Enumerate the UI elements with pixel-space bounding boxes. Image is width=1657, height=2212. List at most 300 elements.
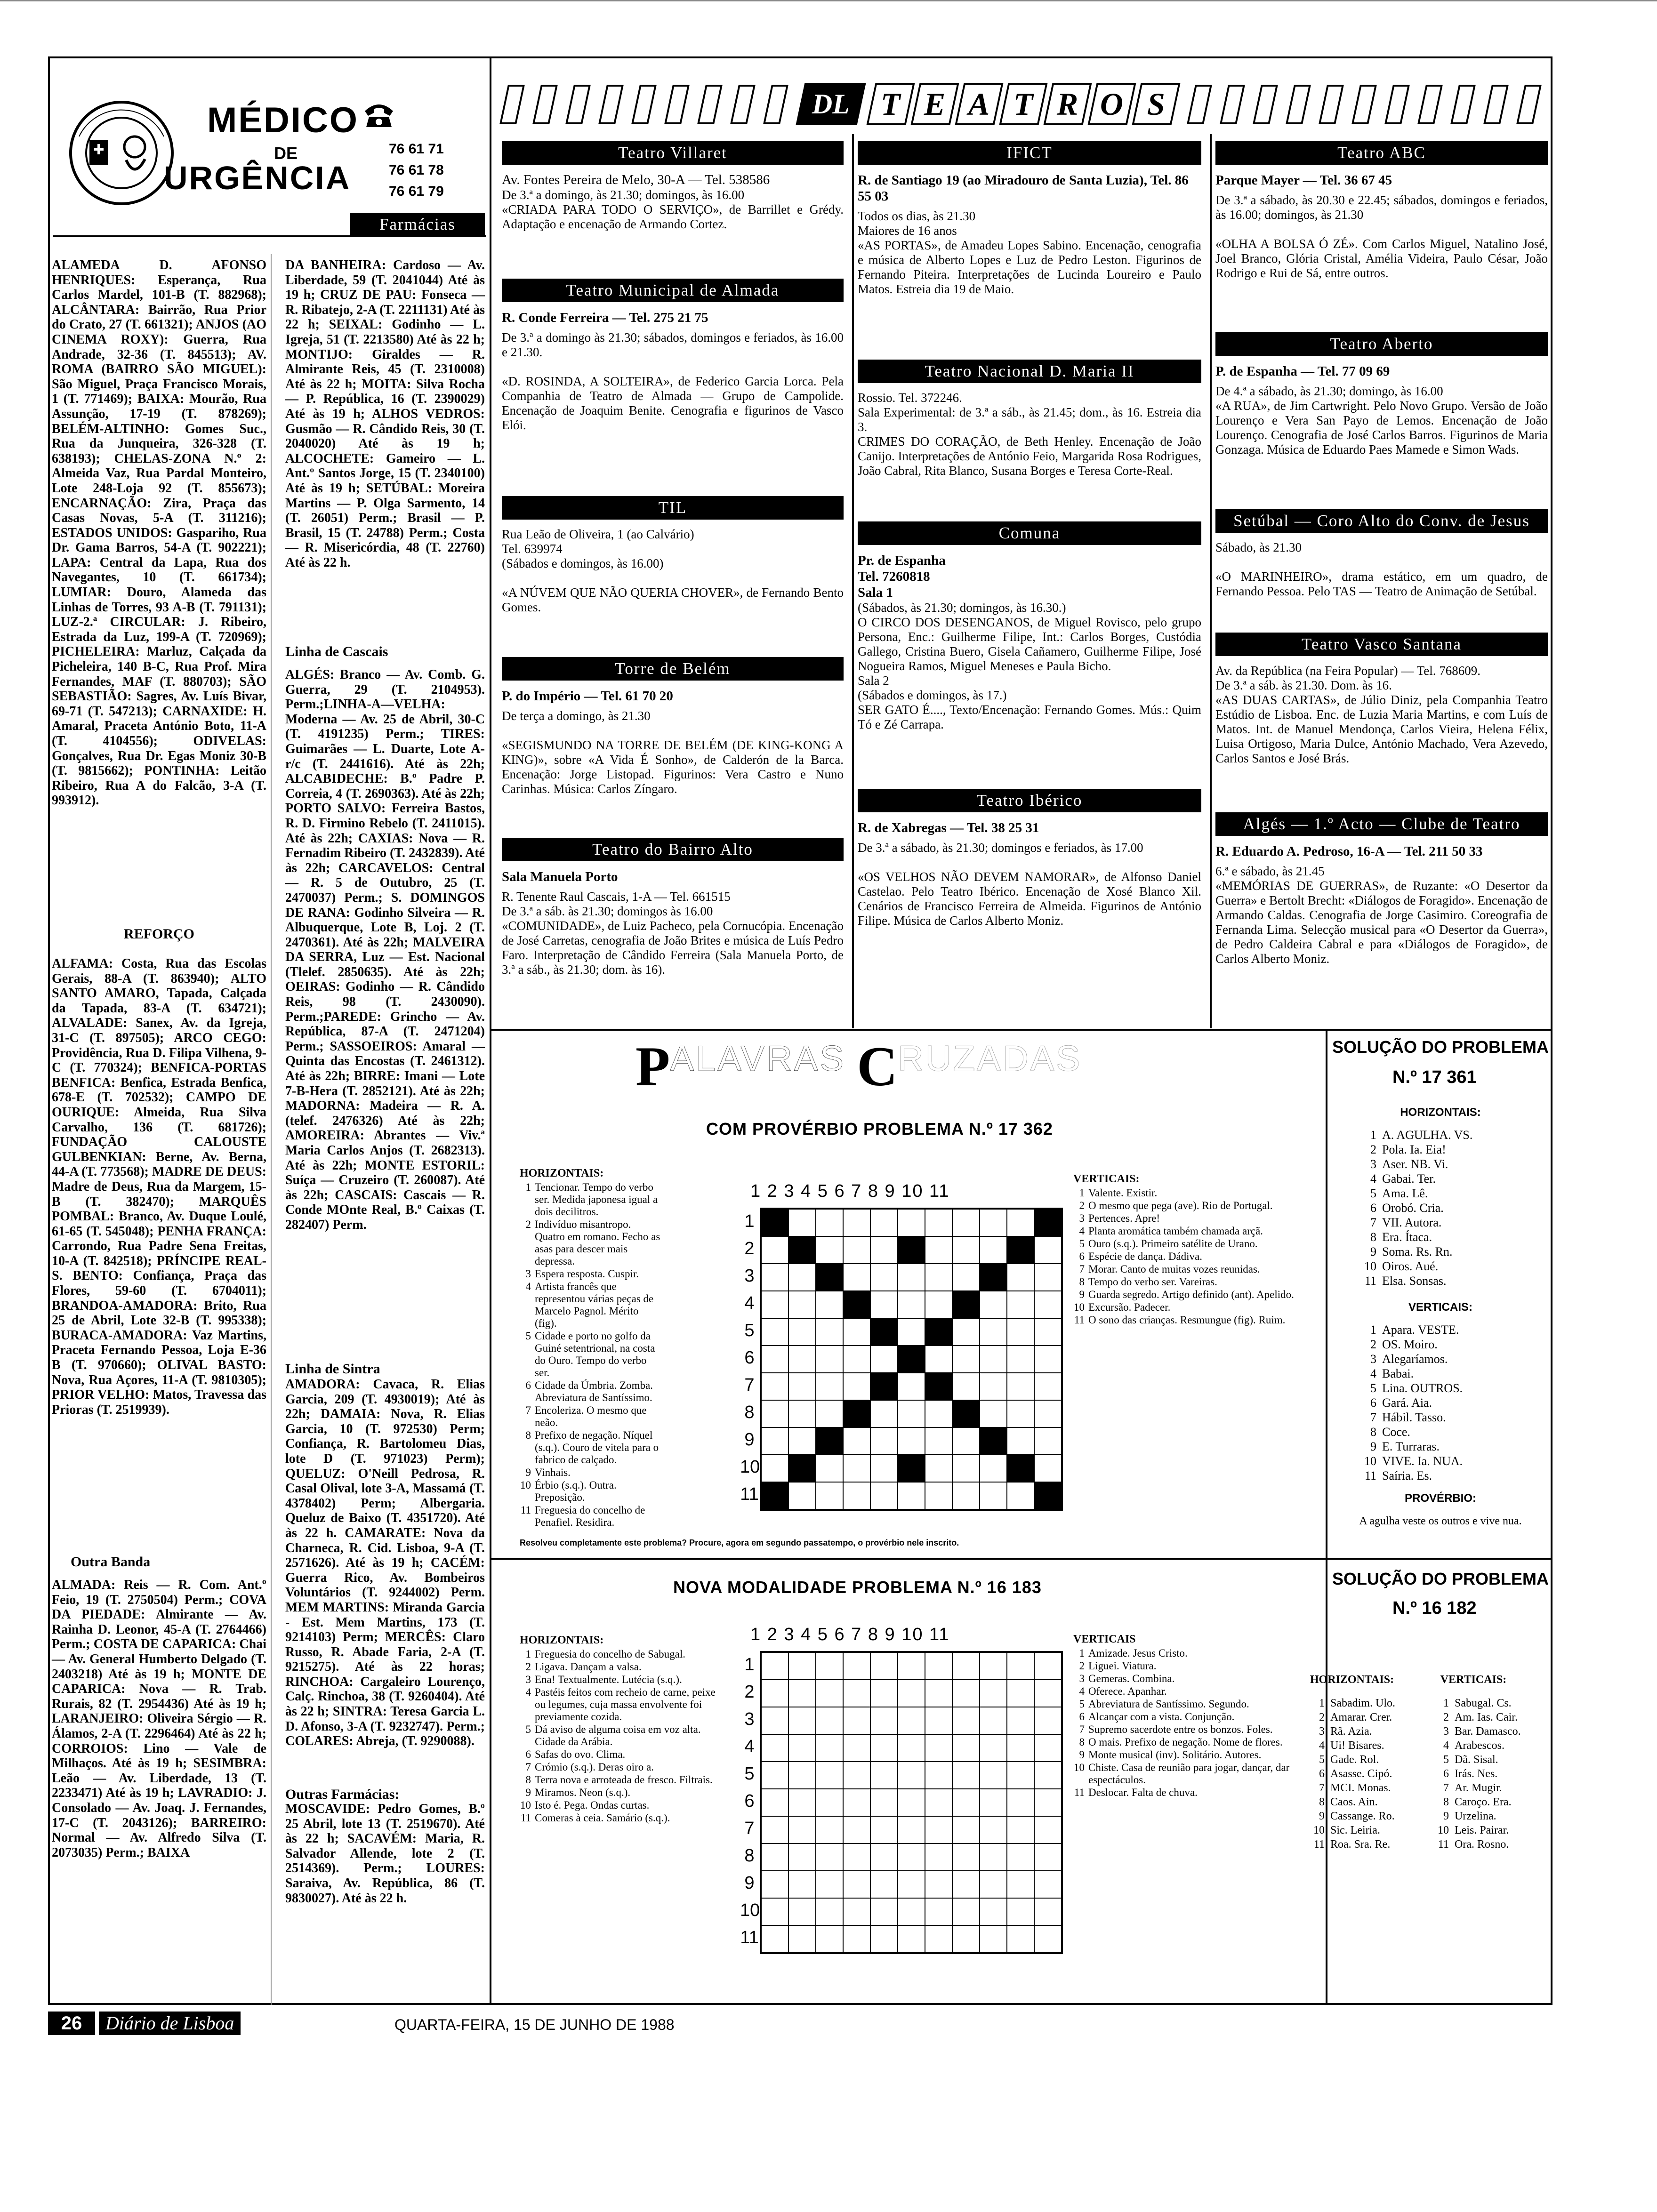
grid-cell[interactable] bbox=[898, 1707, 925, 1734]
grid-cell[interactable] bbox=[788, 1789, 816, 1816]
grid-cell[interactable] bbox=[870, 1843, 898, 1871]
theatre-address: Av. Fontes Pereira de Melo, 30-A — Tel. 538586 bbox=[502, 172, 770, 187]
grid-cell[interactable] bbox=[788, 1707, 816, 1734]
grid-cell[interactable] bbox=[898, 1871, 925, 1898]
grid-cell[interactable] bbox=[1007, 1346, 1034, 1373]
grid-cell[interactable] bbox=[761, 1427, 788, 1455]
grid-cell[interactable] bbox=[843, 1734, 870, 1762]
theatre-villaret bbox=[502, 141, 844, 232]
grid-cell[interactable] bbox=[925, 1925, 952, 1953]
grid-cell[interactable] bbox=[843, 1346, 870, 1373]
grid-cell[interactable] bbox=[788, 1346, 816, 1373]
grid-cell[interactable] bbox=[952, 1871, 980, 1898]
grid-cell[interactable] bbox=[1007, 1871, 1034, 1898]
grid-cell[interactable] bbox=[788, 1925, 816, 1953]
grid-cell[interactable] bbox=[925, 1652, 952, 1680]
grid-cell[interactable] bbox=[870, 1734, 898, 1762]
grid-cell[interactable] bbox=[898, 1318, 925, 1346]
row-number: 3 bbox=[744, 1266, 755, 1286]
grid-cell[interactable] bbox=[980, 1318, 1007, 1346]
theatre-bottom-rule bbox=[490, 1029, 1552, 1031]
grid-cell[interactable] bbox=[788, 1680, 816, 1707]
solution-vertical-11 bbox=[1360, 1468, 1463, 1483]
grid-cell[interactable] bbox=[952, 1427, 980, 1455]
grid-cell[interactable] bbox=[843, 1652, 870, 1680]
grid-cell[interactable] bbox=[788, 1264, 816, 1291]
grid-cell[interactable] bbox=[1007, 1680, 1034, 1707]
grid-cell[interactable] bbox=[1007, 1482, 1034, 1509]
clue-text: Arabescos. bbox=[1455, 1739, 1504, 1752]
grid-cell[interactable] bbox=[980, 1707, 1007, 1734]
grid-cell[interactable] bbox=[843, 1898, 870, 1925]
vertical-clue-4 bbox=[1073, 1685, 1311, 1698]
grid-cell[interactable] bbox=[980, 1734, 1007, 1762]
clue-number: 1 bbox=[1079, 1187, 1085, 1199]
grid-cell[interactable] bbox=[898, 1734, 925, 1762]
grid-cell[interactable] bbox=[925, 1236, 952, 1264]
grid-cell[interactable] bbox=[788, 1762, 816, 1789]
grid-cell[interactable] bbox=[1007, 1762, 1034, 1789]
clue-number: 11 bbox=[1313, 1838, 1325, 1851]
grid-cell[interactable] bbox=[1007, 1843, 1034, 1871]
grid-cell[interactable] bbox=[870, 1871, 898, 1898]
grid-cell[interactable] bbox=[870, 1236, 898, 1264]
grid-cell[interactable] bbox=[898, 1400, 925, 1427]
grid-cell[interactable] bbox=[761, 1816, 788, 1843]
grid-cell[interactable] bbox=[1007, 1427, 1034, 1455]
grid-cell[interactable] bbox=[761, 1925, 788, 1953]
grid-cell[interactable] bbox=[843, 1680, 870, 1707]
black-cell bbox=[980, 1264, 1007, 1291]
solution-vertical-7 bbox=[1433, 1781, 1521, 1795]
theatre-body: De 3.ª a sábado, às 20.30 e 22.45; sábados, domingos e feriados, às 16.00; domingos, às 21.30 «OLHA A BOLSA Ó ZÉ». Com Carlos Miguel, Natalino José, Joel Branco, Glória Cristal, Amélia Videira, Paulo César, João Rodrigo e Rui de Sá, entre outros. bbox=[1215, 193, 1548, 280]
grid-cell[interactable] bbox=[1007, 1291, 1034, 1318]
grid-cell[interactable] bbox=[870, 1400, 898, 1427]
grid-cell[interactable] bbox=[952, 1707, 980, 1734]
grid-cell[interactable] bbox=[1034, 1291, 1062, 1318]
grid-cell[interactable] bbox=[952, 1734, 980, 1762]
clue-number: 7 bbox=[1370, 1411, 1376, 1424]
clue-text: Ouro (s.q.). Primeiro satélite de Urano. bbox=[1088, 1238, 1258, 1250]
banner-letter-t2: T bbox=[999, 83, 1047, 125]
grid-cell[interactable] bbox=[1034, 1707, 1062, 1734]
grid-cell[interactable] bbox=[1034, 1455, 1062, 1482]
grid-cell[interactable] bbox=[1034, 1843, 1062, 1871]
grid-cell[interactable] bbox=[952, 1209, 980, 1236]
grid-cell[interactable] bbox=[925, 1427, 952, 1455]
grid-cell[interactable] bbox=[761, 1455, 788, 1482]
grid-cell[interactable] bbox=[980, 1762, 1007, 1789]
grid-cell[interactable] bbox=[761, 1400, 788, 1427]
grid-cell[interactable] bbox=[952, 1455, 980, 1482]
clue-text: Érbio (s.q.). Outra. Preposição. bbox=[535, 1479, 617, 1503]
grid-cell[interactable] bbox=[952, 1236, 980, 1264]
solution-vertical-5 bbox=[1360, 1381, 1463, 1395]
grid-cell[interactable] bbox=[843, 1373, 870, 1400]
grid-cell[interactable] bbox=[816, 1680, 843, 1707]
grid-cell[interactable] bbox=[1007, 1789, 1034, 1816]
grid-cell[interactable] bbox=[898, 1209, 925, 1236]
grid-cell[interactable] bbox=[952, 1762, 980, 1789]
grid-cell[interactable] bbox=[870, 1762, 898, 1789]
grid-cell[interactable] bbox=[788, 1652, 816, 1680]
theatre-comuna bbox=[858, 521, 1201, 732]
clue-number: 1 bbox=[1319, 1697, 1325, 1709]
grid-cell[interactable] bbox=[952, 1843, 980, 1871]
grid-cell[interactable] bbox=[980, 1209, 1007, 1236]
grid-cell[interactable] bbox=[898, 1762, 925, 1789]
grid-cell[interactable] bbox=[898, 1264, 925, 1291]
grid-cell[interactable] bbox=[788, 1400, 816, 1427]
grid-cell[interactable] bbox=[843, 1843, 870, 1871]
grid-cell[interactable] bbox=[1034, 1871, 1062, 1898]
grid-cell[interactable] bbox=[925, 1898, 952, 1925]
grid-cell[interactable] bbox=[1034, 1346, 1062, 1373]
grid-cell[interactable] bbox=[898, 1925, 925, 1953]
grid-cell[interactable] bbox=[952, 1652, 980, 1680]
clue-number: 9 bbox=[525, 1467, 531, 1478]
grid-cell[interactable] bbox=[843, 1455, 870, 1482]
grid-cell[interactable] bbox=[952, 1346, 980, 1373]
grid-cell[interactable] bbox=[816, 1346, 843, 1373]
grid-cell[interactable] bbox=[816, 1898, 843, 1925]
theatre-name: Comuna bbox=[858, 521, 1201, 545]
black-cell bbox=[870, 1318, 898, 1346]
grid-cell[interactable] bbox=[952, 1680, 980, 1707]
grid-cell[interactable] bbox=[788, 1209, 816, 1236]
grid-cell[interactable] bbox=[870, 1816, 898, 1843]
grid-cell[interactable] bbox=[843, 1236, 870, 1264]
grid-cell[interactable] bbox=[952, 1898, 980, 1925]
grid-cell[interactable] bbox=[980, 1291, 1007, 1318]
grid-cell[interactable] bbox=[870, 1346, 898, 1373]
black-cell bbox=[1034, 1209, 1062, 1236]
grid-cell[interactable] bbox=[761, 1843, 788, 1871]
clue-number: 6 bbox=[1370, 1396, 1376, 1410]
grid-cell[interactable] bbox=[870, 1427, 898, 1455]
grid-cell[interactable] bbox=[761, 1346, 788, 1373]
clue-number: 2 bbox=[1370, 1143, 1376, 1156]
grid-cell[interactable] bbox=[1034, 1318, 1062, 1346]
grid-cell[interactable] bbox=[816, 1455, 843, 1482]
grid-cell[interactable] bbox=[816, 1762, 843, 1789]
solution-vertical-8 bbox=[1360, 1425, 1463, 1439]
theatre-vasco-santana bbox=[1215, 633, 1548, 766]
grid-cell[interactable] bbox=[1007, 1898, 1034, 1925]
clue-text: Asasse. Cipó. bbox=[1330, 1768, 1392, 1780]
grid-cell[interactable] bbox=[843, 1264, 870, 1291]
clue-number: 2 bbox=[1079, 1660, 1085, 1672]
clue-text: MCI. Monas. bbox=[1330, 1782, 1391, 1794]
theatre-aberto bbox=[1215, 332, 1548, 457]
clue-text: Ama. Lê. bbox=[1382, 1186, 1428, 1200]
clue-text: Tempo do verbo ser. Vareiras. bbox=[1088, 1276, 1217, 1288]
grid-cell[interactable] bbox=[788, 1816, 816, 1843]
clue-text: Ora. Rosno. bbox=[1455, 1838, 1509, 1851]
farmacias-list-cont: DA BANHEIRA: Cardoso — Av. Liberdade, 59 (T. 2041044) Até às 19 h; CRUZ DE PAU: Fonseca — R. Ribatejo, 2-A (T. 2211131) Até às 22 h; SEIXAL: Godinho — L. Igreja, 51 (T. 2213580) Até às 22 h; MONTIJO: Giraldes — R. Almirante Reis, 45 (T. 2310008) Até às 22 h; MOITA: Silva Rocha — P. República, 16 (T. 2390029) Até às 19 h; ALHOS VEDROS: Gusmão — R. Cândido Reis, 30 (T. 2040020) Até às 19 h; ALCOCHETE: Gameiro — L. Ant.º Santos Jorge, 15 (T. 2340100) Até às 19 h; SETÚBAL: Moreira Martins — P. Olga Sarmento, 14 (T. 26051) Perm.; Brasil — P. Brasil, 15 (T. 24788) Perm.; Costa — R. Misericórdia, 48 (T. 22760) Até às 22 h. bbox=[285, 258, 485, 570]
grid-cell[interactable] bbox=[898, 1482, 925, 1509]
grid-cell[interactable] bbox=[816, 1291, 843, 1318]
grid-cell[interactable] bbox=[761, 1264, 788, 1291]
grid-cell[interactable] bbox=[1034, 1680, 1062, 1707]
grid-cell[interactable] bbox=[870, 1707, 898, 1734]
grid-cell[interactable] bbox=[898, 1373, 925, 1400]
grid-cell[interactable] bbox=[1034, 1652, 1062, 1680]
grid-cell[interactable] bbox=[843, 1318, 870, 1346]
crossword2-grid[interactable] bbox=[760, 1651, 1063, 1954]
grid-cell[interactable] bbox=[870, 1680, 898, 1707]
grid-cell[interactable] bbox=[980, 1652, 1007, 1680]
grid-cell[interactable] bbox=[816, 1734, 843, 1762]
farmacias-list: ALAMEDA D. AFONSO HENRIQUES: Esperança, Rua Carlos Mardel, 101-B (T. 882968); ALCÂNTARA: Bairrão, Rua Prior do Crato, 27 (T. 661321); ANJOS (AO CINEMA ROXY): Guerra, Rua Andrade, 32-36 (T. 845513); AV. ROMA (BAIRRO SÃO MIGUEL): São Miguel, Praça Francisco Morais, 1 (T. 771469); BAIXA: Mourão, Rua Assunção, 17-19 (T. 878269); BELÉM-ALTINHO: Gomes Suc., Rua da Junqueira, 326-328 (T. 638193); CHELAS-ZONA N.º 2: Almeida Vaz, Rua Pardal Monteiro, Lote 248-Loja 92 (T. 855673); ENCARNAÇÃO: Zira, Praça das Casas Novas, 5-A (T. 311216); ESTADOS UNIDOS: Gaspariho, Rua Dr. Gama Barros, 54-A (T. 902221); LAPA: Central da Lapa, Rua dos Navegantes, 10 (T. 661734); LUMIAR: Douro, Alameda das Linhas de Torres, 93 A-B (T. 791131); LUZ-2.ª CIRCULAR: J. Ribeiro, Estrada da Luz, 199-A (T. 720969); PICHELEIRA: Marluz, Calçada da Picheleira, 140 B-C, Rua Prof. Mira Fernandes, MAF (T. 880703); SÃO SEBASTIÃO: Sagres, Av. Luís Bivar, 69-71 (T. 547213); CARNAXIDE: H. Amaral, Praceta António Boto, 11-A (T. 4104556); ODIVELAS: Gonçalves, Rua Dr. Egas Moniz 30-B (T. 9815662); PONTINHA: Leitão Ribeiro, Rua A do Falcão, 3-A (T. 993912). bbox=[52, 258, 266, 808]
grid-cell[interactable] bbox=[952, 1264, 980, 1291]
grid-cell[interactable] bbox=[788, 1373, 816, 1400]
grid-cell[interactable] bbox=[761, 1652, 788, 1680]
grid-cell[interactable] bbox=[980, 1680, 1007, 1707]
grid-cell[interactable] bbox=[925, 1455, 952, 1482]
grid-cell[interactable] bbox=[980, 1843, 1007, 1871]
grid-cell[interactable] bbox=[925, 1291, 952, 1318]
grid-cell[interactable] bbox=[788, 1291, 816, 1318]
reforco-title: REFORÇO bbox=[124, 926, 194, 942]
grid-cell[interactable] bbox=[925, 1871, 952, 1898]
grid-cell[interactable] bbox=[1034, 1734, 1062, 1762]
solution1-prov-title: PROVÉRBIO: bbox=[1404, 1492, 1476, 1505]
theatre-address: Pr. de Espanha Tel. 7260818 Sala 1 bbox=[858, 553, 946, 600]
grid-cell[interactable] bbox=[816, 1925, 843, 1953]
grid-cell[interactable] bbox=[870, 1264, 898, 1291]
grid-cell[interactable] bbox=[870, 1455, 898, 1482]
clue-text: Babai. bbox=[1382, 1367, 1414, 1380]
grid-cell[interactable] bbox=[898, 1291, 925, 1318]
grid-cell[interactable] bbox=[952, 1482, 980, 1509]
grid-cell[interactable] bbox=[816, 1789, 843, 1816]
grid-cell[interactable] bbox=[1034, 1762, 1062, 1789]
grid-cell[interactable] bbox=[898, 1843, 925, 1871]
grid-cell[interactable] bbox=[925, 1789, 952, 1816]
sintra-list: AMADORA: Cavaca, R. Elias Garcia, 209 (T. 4930019); Até às 22h; DAMAIA: Nova, R. Elias Garcia, 10 (T. 972530) Perm; Confiança, R. Bartolomeu Dias, lote D (T. 971023) Perm); QUELUZ: O'Neill Pedrosa, R. Casal Olival, lote 3-A, Massamá (T. 4378402) Perm; Albergaria. Queluz de Baixo (T. 4351720). Até às 22 h. CAMARATE: Nova da Charneca, R. Cid. Lisboa, 9-A (T. 2571626). Até às 19 h; CACÉM: Guerra Rico, Av. Bombeiros Voluntários (T. 9244002) Perm. MEM MARTINS: Miranda Garcia - Est. Mem Martins, 173 (T. 9214103) Perm; MERCÊS: Claro Russo, R. Abade Faria, 2-A (T. 9215275). Até às 22 horas; RINCHOA: Cargaleiro Lourenço, Calç. Rinchoa, 38 (T. 9260404). Até às 22 h; SINTRA: Teresa Garcia L. D. Afonso, 3-A (T. 9232747). Perm.; COLARES: Abreja, (T. 9290088). bbox=[285, 1377, 485, 1749]
grid-cell[interactable] bbox=[952, 1373, 980, 1400]
grid-cell[interactable] bbox=[843, 1482, 870, 1509]
crossword2-horizontal-clues: HORIZONTAIS: 1 Freguesia do concelho de Sabugal. 2 Ligava. Dançam a valsa. 3 Ena! Textualmente. Lutécia (s.q.). 4 Pastéis feitos com recheio de carne, peixe ou legumes, cuja massa envolvente foi previamente cozida. 5 Dá aviso de alguma coisa em voz alta. Cidade da Arábia. 6 Safas do ovo. Clima. 7 Crómio (s.q.). Deras oiro a. 8 Terra nova e arroteada de fresco. Filtrais. 9 Miramos. Neon (s.q.). 10 Isto é. Pega. Ondas curtas. 11 Comeras à ceia. Samário (s.q.). bbox=[520, 1634, 717, 1825]
grid-cell[interactable] bbox=[1007, 1707, 1034, 1734]
row-number: 9 bbox=[744, 1873, 755, 1893]
grid-cell[interactable] bbox=[870, 1291, 898, 1318]
grid-cell[interactable] bbox=[788, 1898, 816, 1925]
banner-letter-t1: T bbox=[866, 83, 915, 125]
black-cell bbox=[925, 1318, 952, 1346]
clue-number: 1 bbox=[1443, 1697, 1449, 1709]
grid-cell[interactable] bbox=[788, 1734, 816, 1762]
grid-cell[interactable] bbox=[843, 1707, 870, 1734]
grid-cell[interactable] bbox=[980, 1871, 1007, 1898]
row-number: 8 bbox=[744, 1403, 755, 1422]
grid-cell[interactable] bbox=[980, 1455, 1007, 1482]
grid-cell[interactable] bbox=[843, 1816, 870, 1843]
theatre-til bbox=[502, 496, 844, 615]
grid-cell[interactable] bbox=[925, 1346, 952, 1373]
clue-text: Artista francês que representou várias peças de Marcelo Pagnol. Mérito (fig). bbox=[535, 1281, 654, 1329]
grid-cell[interactable] bbox=[1007, 1264, 1034, 1291]
grid-cell[interactable] bbox=[761, 1373, 788, 1400]
crossword-title: PALAVRAS CRUZADAS bbox=[635, 1035, 1082, 1098]
theatre-setubal bbox=[1215, 509, 1548, 599]
grid-cell[interactable] bbox=[1034, 1400, 1062, 1427]
grid-cell[interactable] bbox=[1034, 1264, 1062, 1291]
grid-cell[interactable] bbox=[1034, 1789, 1062, 1816]
grid-cell[interactable] bbox=[843, 1789, 870, 1816]
grid-cell[interactable] bbox=[816, 1209, 843, 1236]
grid-cell[interactable] bbox=[761, 1236, 788, 1264]
solution1-title: SOLUÇÃO DO PROBLEMA bbox=[1332, 1037, 1549, 1057]
grid-cell[interactable] bbox=[980, 1236, 1007, 1264]
grid-cell[interactable] bbox=[1034, 1898, 1062, 1925]
grid-cell[interactable] bbox=[761, 1734, 788, 1762]
grid-cell[interactable] bbox=[761, 1680, 788, 1707]
grid-cell[interactable] bbox=[870, 1209, 898, 1236]
grid-cell[interactable] bbox=[843, 1762, 870, 1789]
grid-cell[interactable] bbox=[980, 1789, 1007, 1816]
vertical-clue-7 bbox=[1073, 1263, 1311, 1275]
grid-cell[interactable] bbox=[925, 1707, 952, 1734]
grid-cell[interactable] bbox=[1007, 1734, 1034, 1762]
grid-cell[interactable] bbox=[898, 1680, 925, 1707]
grid-cell[interactable] bbox=[816, 1871, 843, 1898]
clue-text: Cidade e porto no golfo da Guiné setentrional, na costa do Ouro. Tempo do verbo ser. bbox=[535, 1330, 655, 1378]
grid-cell[interactable] bbox=[870, 1925, 898, 1953]
grid-cell[interactable] bbox=[761, 1898, 788, 1925]
grid-cell[interactable] bbox=[1007, 1209, 1034, 1236]
grid-cell[interactable] bbox=[788, 1318, 816, 1346]
solution2-vertical bbox=[1433, 1696, 1521, 1851]
grid-cell[interactable] bbox=[816, 1400, 843, 1427]
grid-cell[interactable] bbox=[952, 1816, 980, 1843]
row-number: 11 bbox=[740, 1928, 759, 1948]
vertical-clue-11 bbox=[1073, 1314, 1311, 1326]
black-cell bbox=[843, 1400, 870, 1427]
clue-text: Isto é. Pega. Ondas curtas. bbox=[535, 1799, 650, 1811]
grid-cell[interactable] bbox=[925, 1734, 952, 1762]
grid-cell[interactable] bbox=[761, 1789, 788, 1816]
clue-number: 4 bbox=[1079, 1685, 1085, 1697]
grid-cell[interactable] bbox=[816, 1236, 843, 1264]
grid-cell[interactable] bbox=[925, 1762, 952, 1789]
grid-cell[interactable] bbox=[1007, 1816, 1034, 1843]
grid-cell[interactable] bbox=[870, 1898, 898, 1925]
grid-cell[interactable] bbox=[816, 1652, 843, 1680]
grid-cell[interactable] bbox=[1007, 1400, 1034, 1427]
grid-cell[interactable] bbox=[980, 1925, 1007, 1953]
grid-cell[interactable] bbox=[898, 1427, 925, 1455]
grid-cell[interactable] bbox=[1034, 1816, 1062, 1843]
solution1-proverb: A agulha veste os outros e vive nua. bbox=[1359, 1515, 1522, 1527]
grid-cell[interactable] bbox=[843, 1871, 870, 1898]
grid-cell[interactable] bbox=[816, 1707, 843, 1734]
grid-cell[interactable] bbox=[952, 1925, 980, 1953]
clue-text: Cidade da Úmbria. Zomba. Abreviatura de Santíssimo. bbox=[535, 1379, 653, 1403]
grid-cell[interactable] bbox=[952, 1789, 980, 1816]
solution-vertical-10 bbox=[1360, 1454, 1463, 1468]
solution1-number: N.º 17 361 bbox=[1392, 1067, 1477, 1087]
grid-cell[interactable] bbox=[788, 1843, 816, 1871]
grid-cell[interactable] bbox=[816, 1373, 843, 1400]
grid-cell[interactable] bbox=[870, 1482, 898, 1509]
grid-cell[interactable] bbox=[816, 1843, 843, 1871]
grid-cell[interactable] bbox=[761, 1291, 788, 1318]
grid-cell[interactable] bbox=[1034, 1373, 1062, 1400]
grid-cell[interactable] bbox=[925, 1209, 952, 1236]
grid-cell[interactable] bbox=[816, 1816, 843, 1843]
grid-cell[interactable] bbox=[788, 1482, 816, 1509]
grid-cell[interactable] bbox=[843, 1925, 870, 1953]
clue-number: 8 bbox=[1079, 1736, 1085, 1748]
grid-cell[interactable] bbox=[925, 1400, 952, 1427]
grid-cell[interactable] bbox=[1007, 1925, 1034, 1953]
grid-cell[interactable] bbox=[980, 1373, 1007, 1400]
clue-text: Pastéis feitos com recheio de carne, peixe ou legumes, cuja massa envolvente foi previamente cozida. bbox=[535, 1686, 716, 1723]
grid-cell[interactable] bbox=[816, 1482, 843, 1509]
theatre-body: R. Tenente Raul Cascais, 1-A — Tel. 661515 De 3.ª a sáb. às 21.30; domingos às 16.00 «COMUNIDADE», de Luiz Pacheco, pela Cornucópia. Encenação de José Carretas, cenografia de João Brites e música de Luís Pedro Faro. Interpretação de Cândido Ferreira (Sala Manuela Porto, de 3.ª a sáb., às 21.30; dom. às 16). bbox=[502, 890, 844, 977]
grid-cell[interactable] bbox=[898, 1816, 925, 1843]
grid-cell[interactable] bbox=[925, 1843, 952, 1871]
grid-cell[interactable] bbox=[1034, 1236, 1062, 1264]
grid-cell[interactable] bbox=[843, 1427, 870, 1455]
clue-number: 8 bbox=[1370, 1425, 1376, 1439]
solution-horizontal-3 bbox=[1360, 1157, 1472, 1171]
grid-cell[interactable] bbox=[925, 1816, 952, 1843]
grid-cell[interactable] bbox=[925, 1264, 952, 1291]
grid-cell[interactable] bbox=[980, 1816, 1007, 1843]
vertical-clue-6 bbox=[1073, 1711, 1311, 1723]
grid-cell[interactable] bbox=[788, 1427, 816, 1455]
grid-cell[interactable] bbox=[952, 1318, 980, 1346]
solution-vertical-1 bbox=[1360, 1322, 1463, 1337]
vertical-clue-2 bbox=[1073, 1660, 1311, 1672]
grid-cell[interactable] bbox=[980, 1482, 1007, 1509]
grid-cell[interactable] bbox=[980, 1346, 1007, 1373]
grid-cell[interactable] bbox=[980, 1898, 1007, 1925]
grid-cell[interactable] bbox=[870, 1789, 898, 1816]
clue-text: Chiste. Casa de reunião para jogar, dançar, dar espectáculos. bbox=[1088, 1762, 1290, 1786]
grid-cell[interactable] bbox=[1034, 1427, 1062, 1455]
clue-number: 3 bbox=[1443, 1725, 1449, 1738]
grid-cell[interactable] bbox=[870, 1652, 898, 1680]
clue-number: 10 bbox=[1438, 1824, 1449, 1836]
grid-cell[interactable] bbox=[925, 1680, 952, 1707]
grid-cell[interactable] bbox=[925, 1482, 952, 1509]
crossword1-grid[interactable] bbox=[760, 1208, 1063, 1511]
grid-cell[interactable] bbox=[898, 1652, 925, 1680]
grid-cell[interactable] bbox=[761, 1707, 788, 1734]
vertical-clue-6 bbox=[1073, 1250, 1311, 1263]
grid-cell[interactable] bbox=[816, 1318, 843, 1346]
grid-cell[interactable] bbox=[898, 1789, 925, 1816]
grid-cell[interactable] bbox=[1007, 1373, 1034, 1400]
clue-text: OS. Moiro. bbox=[1382, 1338, 1438, 1351]
grid-cell[interactable] bbox=[788, 1871, 816, 1898]
row-number: 5 bbox=[744, 1321, 755, 1340]
grid-cell[interactable] bbox=[898, 1898, 925, 1925]
grid-cell[interactable] bbox=[761, 1871, 788, 1898]
grid-cell[interactable] bbox=[980, 1400, 1007, 1427]
grid-cell[interactable] bbox=[1007, 1318, 1034, 1346]
grid-cell[interactable] bbox=[761, 1762, 788, 1789]
grid-cell[interactable] bbox=[1007, 1652, 1034, 1680]
grid-cell[interactable] bbox=[843, 1209, 870, 1236]
solution-vertical-8 bbox=[1433, 1795, 1521, 1809]
grid-cell[interactable] bbox=[1034, 1925, 1062, 1953]
grid-cell[interactable] bbox=[761, 1318, 788, 1346]
